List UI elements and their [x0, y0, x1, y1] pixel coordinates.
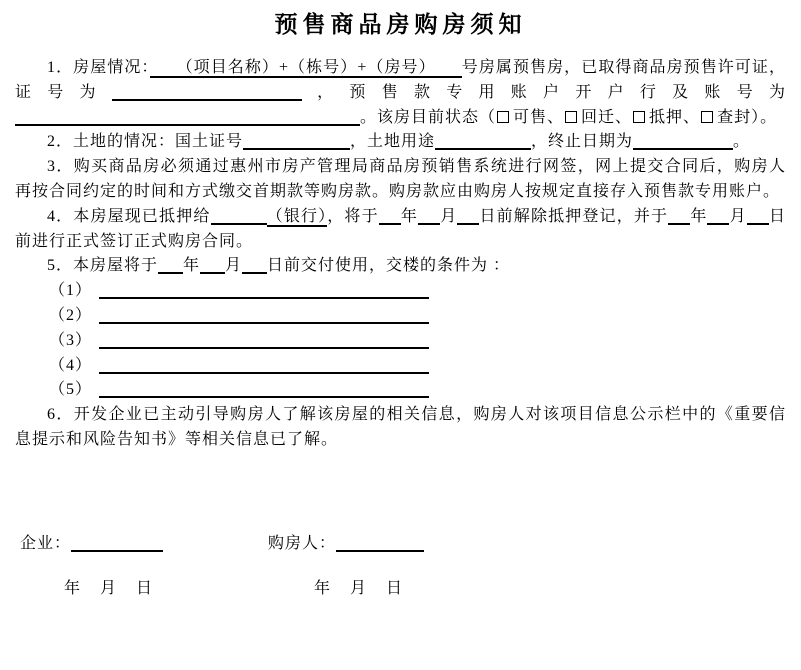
delivery-day-field[interactable]	[242, 260, 267, 274]
delivery-condition-3	[15, 329, 786, 354]
checkbox-mortgaged[interactable]	[633, 111, 645, 123]
clause-4-mortgage	[15, 205, 786, 255]
delivery-condition-1	[15, 279, 786, 304]
text-run: 查封）。	[717, 108, 778, 126]
condition-5-field[interactable]	[99, 384, 429, 398]
text-run: ，将于	[327, 207, 379, 225]
delivery-condition-4	[15, 354, 786, 379]
text-run: （2）	[49, 306, 93, 324]
condition-1-field[interactable]	[99, 285, 429, 299]
text-run: 号房属预售房，已取得商品房预售许可证，证号为	[15, 59, 786, 101]
clause-6-disclosure	[15, 403, 786, 453]
company-label: 企业：	[20, 534, 72, 552]
text-run: 日前解除抵押登记，并于	[479, 207, 669, 225]
company-date-label: 年 月 日	[64, 579, 155, 597]
text-run: （5）	[49, 381, 93, 399]
delivery-month-field[interactable]	[200, 260, 225, 274]
mortgage-release-year-field[interactable]	[379, 211, 401, 225]
buyer-sign-line	[268, 531, 424, 556]
mortgage-bank-field[interactable]	[211, 211, 267, 225]
company-signature-block	[20, 531, 268, 601]
text-run: 可售、	[513, 108, 565, 126]
buyer-date-label: 年 月 日	[314, 579, 405, 597]
formal-contract-day-field[interactable]	[747, 211, 769, 225]
clause-5-delivery	[15, 254, 786, 279]
delivery-year-field[interactable]	[158, 260, 183, 274]
text-run: ，土地用途	[350, 133, 436, 151]
text-run: （1）	[49, 282, 93, 300]
condition-2-field[interactable]	[99, 310, 429, 324]
land-certificate-number-field[interactable]	[243, 136, 350, 150]
condition-3-field[interactable]	[99, 335, 429, 349]
company-signature-field[interactable]	[71, 538, 163, 552]
clause-3-online-signing	[15, 155, 786, 205]
text-run: 3．购买商品房必须通过惠州市房产管理局商品房预销售系统进行网签，网上提交合同后，购房人再按合同约定的时间和方式缴交首期款等购房款。购房款应由购房人按规定直接存入预售款专用账户。	[15, 158, 786, 200]
text-run: 年	[183, 257, 201, 275]
text-run: 。该房目前状态（	[360, 108, 497, 126]
mortgage-release-month-field[interactable]	[418, 211, 440, 225]
buyer-label: 购房人：	[268, 534, 337, 552]
land-use-field[interactable]	[435, 136, 531, 150]
company-sign-line	[20, 531, 268, 556]
buyer-signature-block	[268, 531, 424, 601]
text-run: 年	[400, 207, 419, 225]
text-run: ，预售款专用账户开户行及账号为	[301, 83, 786, 101]
text-run: ，终止日期为	[531, 133, 634, 151]
text-run: 日前进行正式签订正式购房合同。	[15, 207, 786, 250]
text-run: （3）	[49, 331, 93, 349]
text-run: 4．本房屋现已抵押给	[47, 207, 211, 225]
delivery-condition-2	[15, 304, 786, 329]
text-run: 抵押、	[649, 108, 701, 126]
house-identifier-field: （项目名称）+（栋号）+（房号）	[150, 59, 462, 76]
text-run: 6．开发企业已主动引导购房人了解该房屋的相关信息，购房人对该项目信息公示栏中的《重要信息提示和风险告知书》等相关信息已了解。	[15, 406, 786, 448]
clause-1-house-info	[15, 56, 786, 130]
formal-contract-year-field[interactable]	[668, 211, 690, 225]
presale-permit-number-field[interactable]	[112, 87, 302, 101]
signature-section	[0, 531, 801, 601]
delivery-condition-5	[15, 378, 786, 403]
checkbox-sealed[interactable]	[701, 111, 713, 123]
document-body	[0, 56, 801, 453]
presale-account-field[interactable]	[15, 112, 360, 126]
land-expiry-date-field[interactable]	[633, 136, 733, 150]
checkbox-relocation[interactable]	[565, 111, 577, 123]
condition-4-field[interactable]	[99, 360, 429, 374]
clause-2-land-info	[15, 130, 786, 155]
checkbox-for-sale[interactable]	[497, 111, 509, 123]
text-run: 月	[225, 257, 243, 275]
mortgage-release-day-field[interactable]	[457, 211, 479, 225]
text-run: 1．房屋情况：	[47, 59, 151, 76]
buyer-signature-field[interactable]	[336, 538, 424, 552]
text-run: 回迁、	[581, 108, 633, 126]
page-title: 预售商品房购房须知	[274, 12, 527, 37]
text-run: 。	[733, 133, 751, 151]
text-run: 5．本房屋将于	[47, 257, 159, 275]
text-run: 日前交付使用，交楼的条件为 ：	[267, 257, 511, 275]
text-run: 年	[690, 207, 708, 225]
formal-contract-month-field[interactable]	[707, 211, 729, 225]
text-run: （4）	[49, 356, 93, 374]
bank-placeholder-label: （银行）	[266, 207, 328, 225]
text-run: 月	[440, 207, 458, 225]
text-run: 2．土地的情况：国土证号	[47, 133, 244, 151]
text-run: 月	[729, 207, 747, 225]
